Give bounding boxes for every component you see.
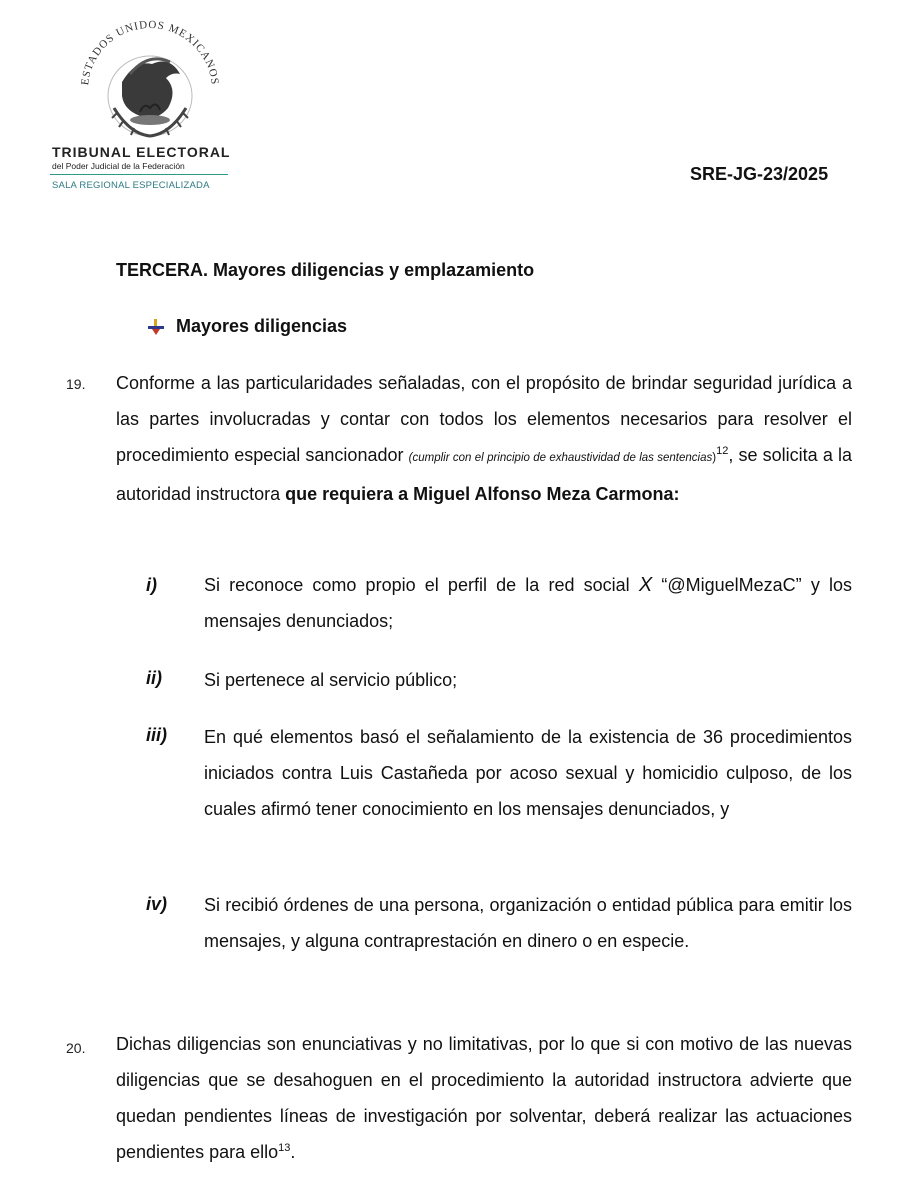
paragraph-number-19: 19. (66, 376, 86, 392)
paragraph-number-20: 20. (66, 1040, 86, 1056)
paragraph-19 (116, 365, 852, 512)
paragraph-19-text-b: , se solicita a la autoridad instructora (116, 445, 852, 504)
sub-heading (146, 316, 347, 337)
paragraph-20-text: Dichas diligencias son enunciativas y no limitativas, por lo que si con motivo de las nuevas diligencias que se desahoguen en el procedimiento la autoridad instructora advierte que quedan pendientes líneas de investigación por solventar, deberá realizar las actuaciones pendientes para ello (116, 1034, 852, 1162)
paragraph-19-paren-open: ( (408, 452, 413, 464)
sala-name: SALA REGIONAL ESPECIALIZADA (52, 180, 210, 191)
arrow-bullet-icon (146, 317, 166, 337)
sub-heading-text: Mayores diligencias (176, 316, 348, 336)
paragraph-19-text-a: Conforme a las particularidades señaladas, con el propósito de brindar seguridad jurídica a las partes involucradas y contar con todos los elementos necesarios para resolver el procedimiento especial sancionador (116, 373, 852, 465)
footnote-12[interactable]: 12 (716, 445, 729, 457)
item-label-iii: iii) (146, 725, 167, 745)
paragraph-19-paren-close: ) (712, 452, 717, 464)
eagle-seal-icon (30, 12, 240, 152)
tribunal-subtitle: del Poder Judicial de la Federación (52, 161, 185, 171)
item-label-ii: ii) (146, 668, 162, 688)
footnote-13[interactable]: 13 (278, 1142, 291, 1154)
item-label-iv: iv) (146, 894, 168, 914)
section-title: TERCERA. Mayores diligencias y emplazamiento (116, 260, 535, 280)
paragraph-20 (116, 1026, 852, 1170)
item-iv: Si recibió órdenes de una persona, organización o entidad pública para emitir los mensajes, y alguna contraprestación en dinero o en especie. (204, 895, 852, 951)
item-i-italic: X (638, 574, 653, 596)
item-i-text-a: Si reconoce como propio el perfil de la red social (204, 575, 639, 595)
paragraph-19-note: cumplir con el principio de exhaustividad de las sentencias (412, 452, 713, 464)
case-number: SRE-JG-23/2025 (690, 164, 829, 184)
tribunal-name: TRIBUNAL ELECTORAL (52, 144, 231, 160)
header-divider (50, 174, 228, 175)
seal-lettering: ESTADOS UNIDOS MEXICANOS (79, 18, 221, 86)
item-iii: En qué elementos basó el señalamiento de la existencia de 36 procedimientos iniciados contra Luis Castañeda por acoso sexual y homicidio culposo, de los cuales afirmó tener conocimiento en los mensajes denunciados, y (204, 727, 852, 819)
item-ii: Si pertenece al servicio público; (204, 670, 458, 690)
paragraph-19-bold: que requiera a Miguel Alfonso Meza Carmona: (285, 484, 680, 504)
paragraph-20-end: . (290, 1142, 296, 1162)
item-i (204, 567, 852, 639)
item-label-i: i) (146, 575, 157, 595)
item-i-text-b: “@MiguelMezaC” y los mensajes denunciados; (204, 575, 852, 631)
